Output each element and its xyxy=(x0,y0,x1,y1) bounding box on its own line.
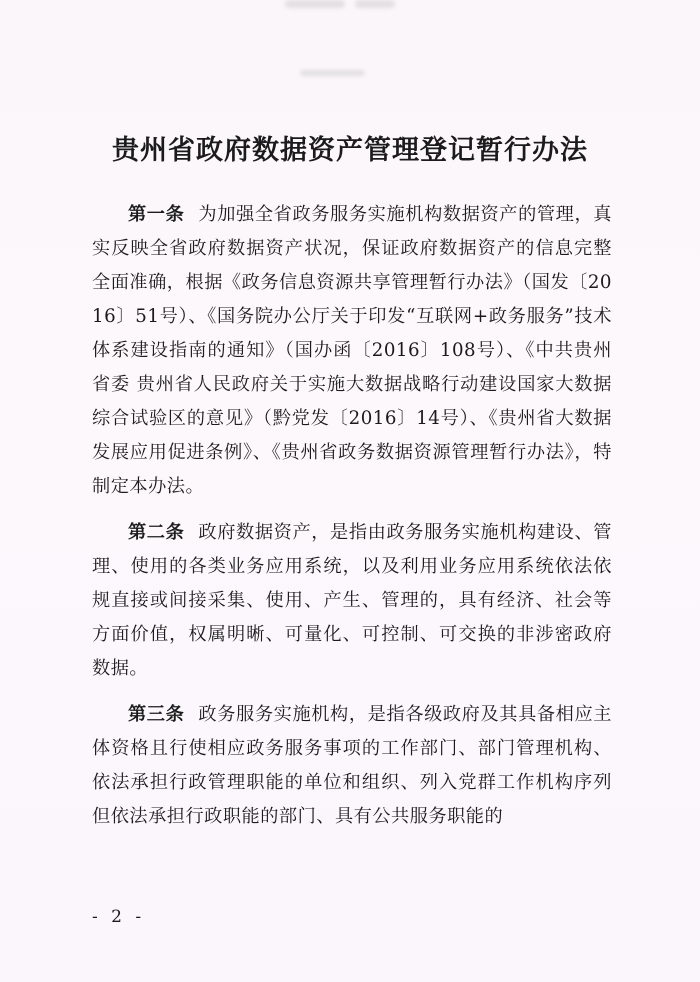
document-body xyxy=(92,198,612,834)
article-text: 政府数据资产，是指由政务服务实施机构建设、管理、使用的各类业务应用系统，以及利用业务应用系统依法依规直接或间接采集、使用、产生、管理的，具有经济、社会等方面价值，权属明晰、可量化、可控制、可交换的非涉密政府数据。 xyxy=(92,522,612,679)
article-text: 为加强全省政务服务实施机构数据资产的管理，真实反映全省政府数据资产状况，保证政府数据资产的信息完整全面准确，根据《政务信息资源共享管理暂行办法》（国发〔2016〕51号）、《国务院办公厅关于印发“互联网+政务服务”技术体系建设指南的通知》（国办函〔2016〕108号）、《中共贵州省委 贵州省人民政府关于实施大数据战略行动建设国家大数据综合试验区的意见》（黔党发〔2016〕14号）、《贵州省大数据发展应用促进条例》、《贵州省政务数据资源管理暂行办法》，特制定本办法。 xyxy=(92,204,612,497)
article-3 xyxy=(92,698,612,834)
article-2 xyxy=(92,516,612,686)
scan-smudge xyxy=(300,70,365,76)
page-number: - 2 - xyxy=(92,907,146,927)
scan-smudge xyxy=(355,0,395,8)
document-title: 贵州省政府数据资产管理登记暂行办法 xyxy=(112,135,588,166)
article-1 xyxy=(92,198,612,504)
article-label: 第一条 xyxy=(128,204,185,225)
article-text: 政务服务实施机构，是指各级政府及其具备相应主体资格且行使相应政务服务事项的工作部门、部门管理机构、依法承担行政管理职能的单位和组织、列入党群工作机构序列但依法承担行政职能的部门、具有公共服务职能的 xyxy=(92,704,612,827)
article-label: 第三条 xyxy=(128,704,185,725)
article-label: 第二条 xyxy=(128,522,185,543)
scan-smudge xyxy=(285,0,345,8)
